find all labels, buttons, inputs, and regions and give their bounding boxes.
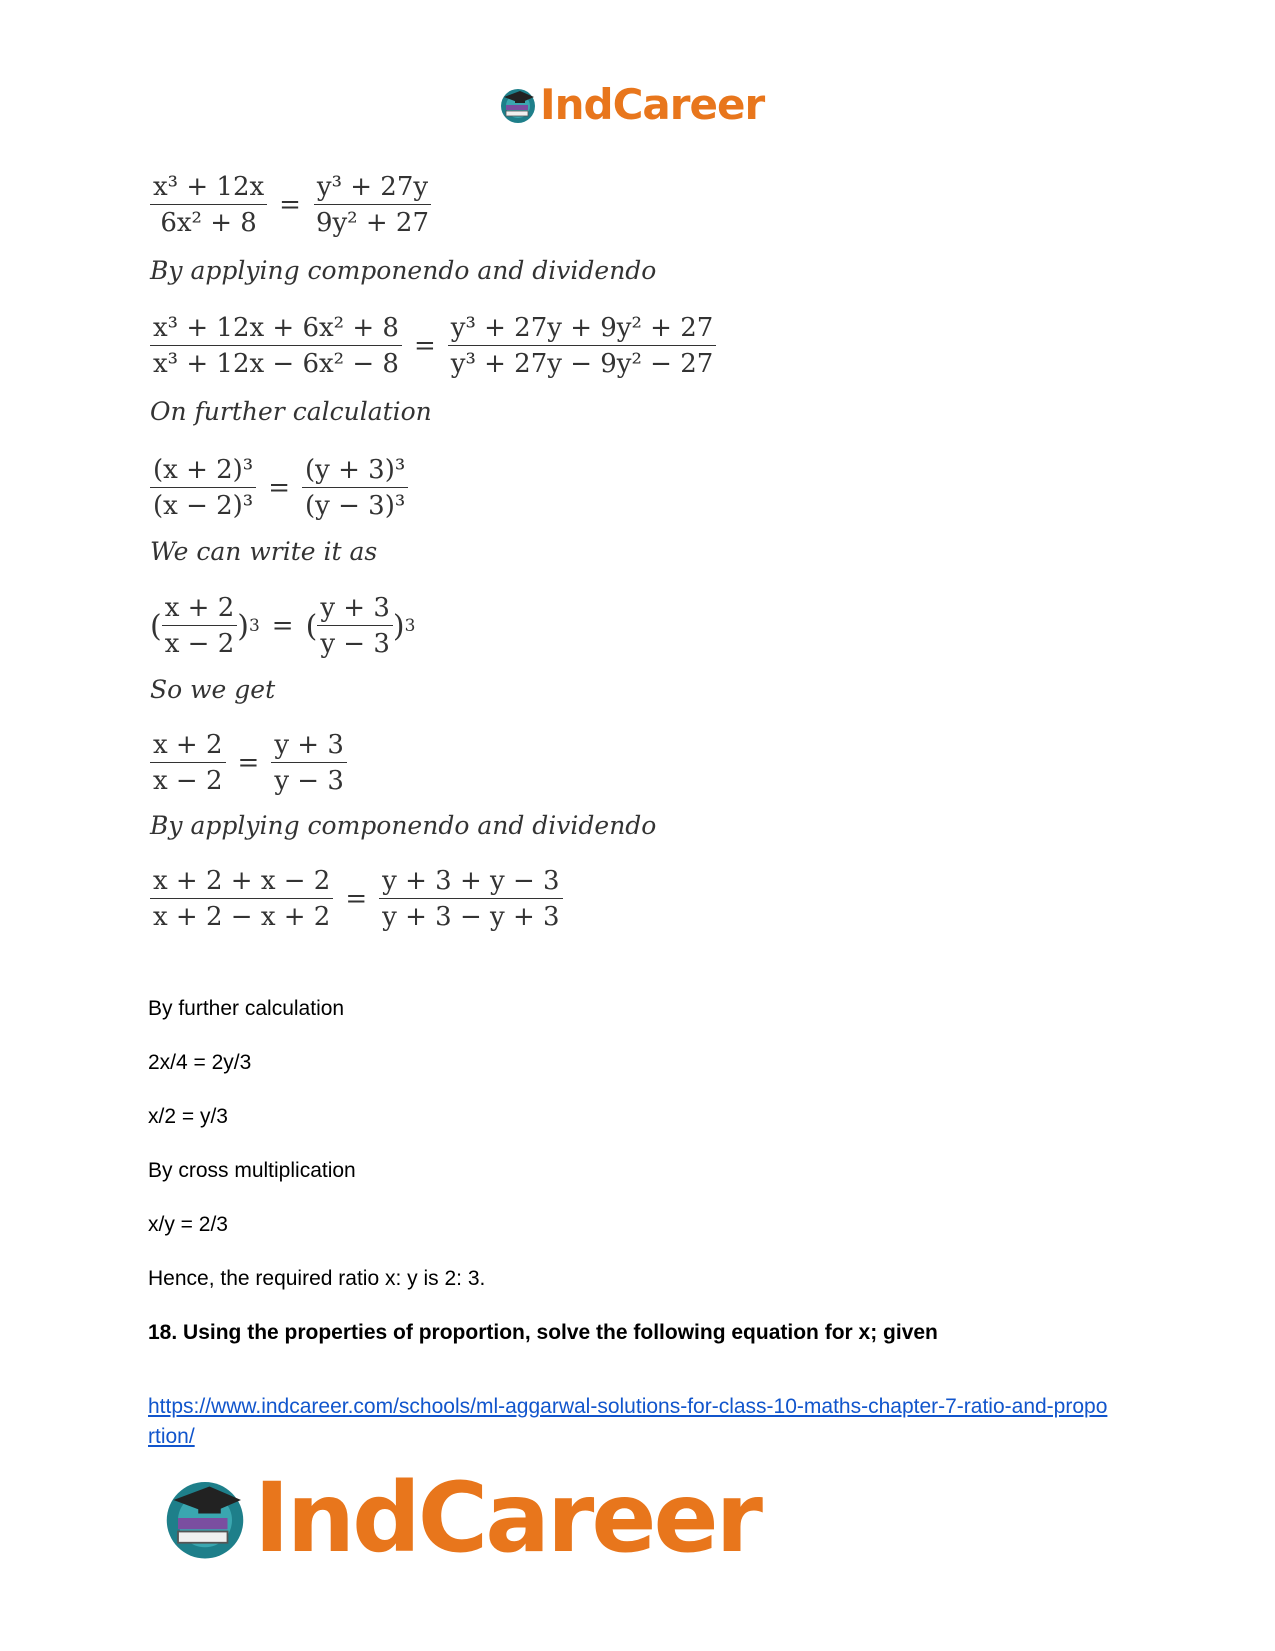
eq6-rhs-num: y + 3 + y − 3 [379, 866, 562, 899]
eq3-lhs-den: (x − 2)³ [153, 491, 254, 521]
eq2-lhs-num: x³ + 12x + 6x² + 8 [150, 313, 402, 346]
eq5-rhs-num: y + 3 [271, 730, 347, 763]
graduation-globe-icon [498, 85, 538, 125]
equation-1: $\frac{\text{x³ + 12x}}{\text{6x² + 8}}$ = $\frac{\text{y³ + 27y}}{\text{9y² + 27}}$ [150, 172, 432, 238]
paragraph-5: x/y = 2/3 [148, 1213, 228, 1236]
equation-6: $\frac{x + 2 + x - 2}{x + 2 - x + 2}$ = $\frac{y + 3 + y - 3}{y + 3 - y + 3}$ [150, 866, 563, 932]
header-logo-text: IndCareer [540, 80, 765, 129]
eq4-lhs-power: 3 [248, 616, 260, 636]
step-text-3: We can write it as [150, 537, 378, 566]
paragraph-2: 2x/4 = 2y/3 [148, 1051, 252, 1074]
eq1-lhs-den: 6x² + 8 [160, 208, 257, 238]
footer-logo-text: IndCareer [254, 1462, 760, 1574]
eq4-lhs-den: x − 2 [164, 629, 235, 659]
equation-4: ( $\frac{x + 2}{x - 2}$ ) 3 = ( $\frac{y + 3}{y - 3}$ ) 3 [150, 593, 416, 659]
eq4-rhs-num: y + 3 [317, 593, 393, 626]
eq2-rhs-num: y³ + 27y + 9y² + 27 [448, 313, 717, 346]
paragraph-4: By cross multiplication [148, 1159, 356, 1182]
eq2-rhs-den: y³ + 27y − 9y² − 27 [450, 349, 714, 379]
equation-2: $\frac{\text{x³ + 12x + 6x² + 8}}{\text{x³ + 12x − 6x² − 8}}$ = $\frac{\text{y³ + 27y + 9y² + 27}}{\text{y³ + 27y − 9y² − 27}}$ [150, 313, 716, 379]
eq1-lhs-num: x³ + 12x [150, 172, 267, 205]
header-logo [498, 80, 764, 129]
step-text-5: By applying componendo and dividendo [150, 811, 657, 840]
eq4-lhs-num: x + 2 [162, 593, 238, 626]
eq4-rhs-power: 3 [404, 616, 416, 636]
eq1-rhs-den: 9y² + 27 [315, 208, 430, 238]
graduation-globe-icon [160, 1473, 250, 1563]
equation-3: $\frac{\text{(x + 2)³}}{\text{(x − 2)³}}$ = $\frac{\text{(y + 3)³}}{\text{(y − 3)³}}$ [150, 455, 408, 521]
eq4-rhs-den: y − 3 [320, 629, 390, 659]
paragraph-1: By further calculation [148, 997, 345, 1020]
eq3-lhs-num: (x + 2)³ [150, 455, 256, 488]
eq5-lhs-num: x + 2 [150, 730, 226, 763]
step-text-4: So we get [150, 675, 276, 704]
eq6-rhs-den: y + 3 − y + 3 [382, 902, 560, 932]
eq1-rhs-num: y³ + 27y [314, 172, 431, 205]
equation-5: $\frac{x + 2}{x - 2}$ = $\frac{y + 3}{y - 3}$ [150, 730, 347, 796]
eq5-lhs-den: x − 2 [153, 766, 223, 796]
step-text-2: On further calculation [150, 397, 432, 426]
source-link[interactable]: https://www.indcareer.com/schools/ml-aggarwal-solutions-for-class-10-maths-chapter-7-ratio-and-proportion/ [148, 1395, 1108, 1448]
eq3-rhs-den: (y − 3)³ [305, 491, 406, 521]
eq6-lhs-den: x + 2 − x + 2 [153, 902, 331, 932]
paragraph-6: Hence, the required ratio x: y is 2: 3. [148, 1267, 486, 1290]
eq6-lhs-num: x + 2 + x − 2 [150, 866, 333, 899]
step-text-1: By applying componendo and dividendo [150, 256, 657, 285]
paragraph-3: x/2 = y/3 [148, 1105, 228, 1128]
footer-logo [160, 1462, 760, 1574]
eq3-rhs-num: (y + 3)³ [302, 455, 408, 488]
question-heading: 18. Using the properties of proportion, solve the following equation for x; given [148, 1321, 938, 1344]
eq2-lhs-den: x³ + 12x − 6x² − 8 [153, 349, 399, 379]
eq5-rhs-den: y − 3 [274, 766, 344, 796]
